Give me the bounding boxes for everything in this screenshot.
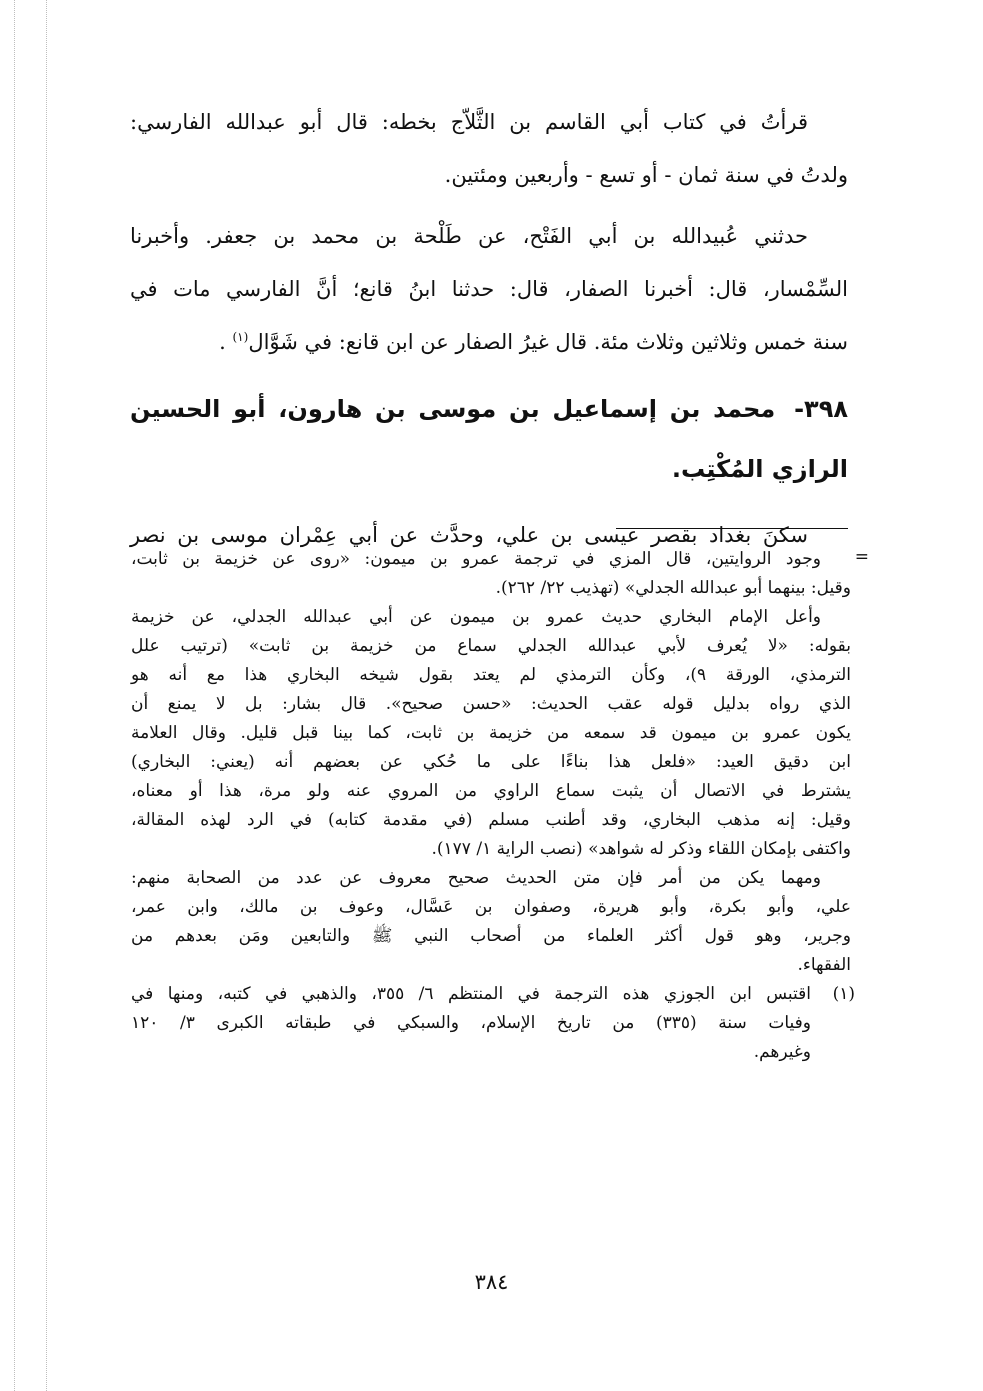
note-line: وقيل: إنه مذهب البخاري، وقد أطنب مسلم (في مقدمة كتابه) في الرد لهذه المقالة، (131, 810, 851, 830)
note-line: ابن دقيق العيد: «فلعل هذا بناءًا على ما حُكي عن بعضهم أنه (يعني: البخاري) (131, 752, 851, 772)
page-number: ٣٨٤ (474, 1270, 509, 1294)
note-line: الذي رواه بدليل قوله عقب الحديث: «حسن صحيح». قال بشار: بل لا يمنع أن (131, 694, 851, 714)
note-line: واكتفى بإمكان اللقاء وذكر له شواهد» (نصب الراية ١/ ١٧٧). (431, 839, 851, 859)
entry-heading-continued: الرازي المُكْتِب. (671, 455, 848, 483)
note-line: اقتبس ابن الجوزي هذه الترجمة في المنتظم ٦/ ٣٥٥، والذهبي في كتبه، ومنها في (131, 984, 811, 1004)
note-line: وقيل: بينهما أبو عبدالله الجدلي» (تهذيب ٢٢/ ٢٦٢). (495, 578, 851, 598)
text-segment: . (219, 330, 233, 354)
note-line: وفيات سنة (٣٣٥) من تاريخ الإسلام، والسبكي في طبقاته الكبرى ٣/ ١٢٠ (131, 1013, 811, 1033)
text-line (130, 316, 848, 369)
main-text (130, 96, 848, 562)
note-line: يشترط في الاتصال أن يثبت سماع الراوي من المروي عنه ولو مرة، هذا أو معناه، (131, 781, 851, 801)
text-segment: سنة خمس وثلاثين وثلاث مئة. قال غيرُ الصفار عن ابن قانع: في شَوَّال (248, 330, 848, 354)
scan-margin-line (46, 0, 47, 1391)
entry-heading (130, 379, 848, 439)
entry-title-line1: محمد بن إسماعيل بن موسى بن هارون، أبو الحسين (130, 395, 776, 423)
text-line: قرأتُ في كتاب أبي القاسم بن الثَّلاّج بخطه: قال أبو عبدالله الفارسي: (130, 110, 808, 134)
note-line: الفقهاء. (797, 955, 851, 975)
scan-margin-line (14, 0, 15, 1391)
note-line: ومهما يكن من أمر فإن متن الحديث صحيح معروف عن عدد من الصحابة منهم: (131, 868, 821, 888)
continuation-mark: = (854, 547, 869, 567)
entry-number: ٣٩٨- (794, 395, 848, 423)
footnote-1 (131, 980, 855, 1067)
note-line: بقوله: «لا يُعرف لأبي عبدالله الجدلي سماع من خزيمة بن ثابت» (ترتيب علل (131, 636, 851, 656)
note-line: وأعل الإمام البخاري حديث عمرو بن ميمون عن أبي عبدالله الجدلي، عن خزيمة (131, 607, 821, 627)
note-line: الترمذي، الورقة ٩)، وكأن الترمذي لم يعتد بقول شيخه البخاري هذا مع أنه هو (131, 665, 851, 685)
footnote-reference: (١) (232, 330, 249, 344)
text-line: ولدتُ في سنة ثمان - أو تسع - وأربعين ومئتين. (444, 163, 848, 187)
note-line: وجود الروايتين، قال المزي في ترجمة عمرو بن ميمون: «روى عن خزيمة بن ثابت، (131, 549, 821, 569)
note-line: وجرير، وهو قول أكثر العلماء من أصحاب النبي ﷺ والتابعين ومَن بعدهم من (131, 926, 851, 946)
text-line: سكنَ بغداد بقصر عيسى بن علي، وحدَّث عن أبي عِمْران موسى بن نصر (130, 523, 808, 547)
note-line: وغيرهم. (753, 1042, 811, 1062)
footnote-separator (616, 528, 848, 529)
footnote-continuation (131, 545, 869, 603)
footnote-number: (١) (832, 984, 855, 1004)
note-line: يكون عمرو بن ميمون قد سمعه من خزيمة بن ثابت، كما بينا قبل قليل. وقال العلامة (131, 723, 851, 743)
footnotes (131, 545, 869, 1067)
text-line: السِّمْسار، قال: أخبرنا الصفار، قال: حدثنا ابنُ قانع؛ أنَّ الفارسي مات في (130, 277, 848, 301)
text-line: حدثني عُبيدالله بن أبي الفَتْح، عن طَلْحة بن محمد بن جعفر. وأخبرنا (130, 224, 808, 248)
note-line: علي، وأبو بكرة، وأبو هريرة، وصفوان بن عَسَّال، وعوف بن مالك، وابن عمر، (131, 897, 851, 917)
